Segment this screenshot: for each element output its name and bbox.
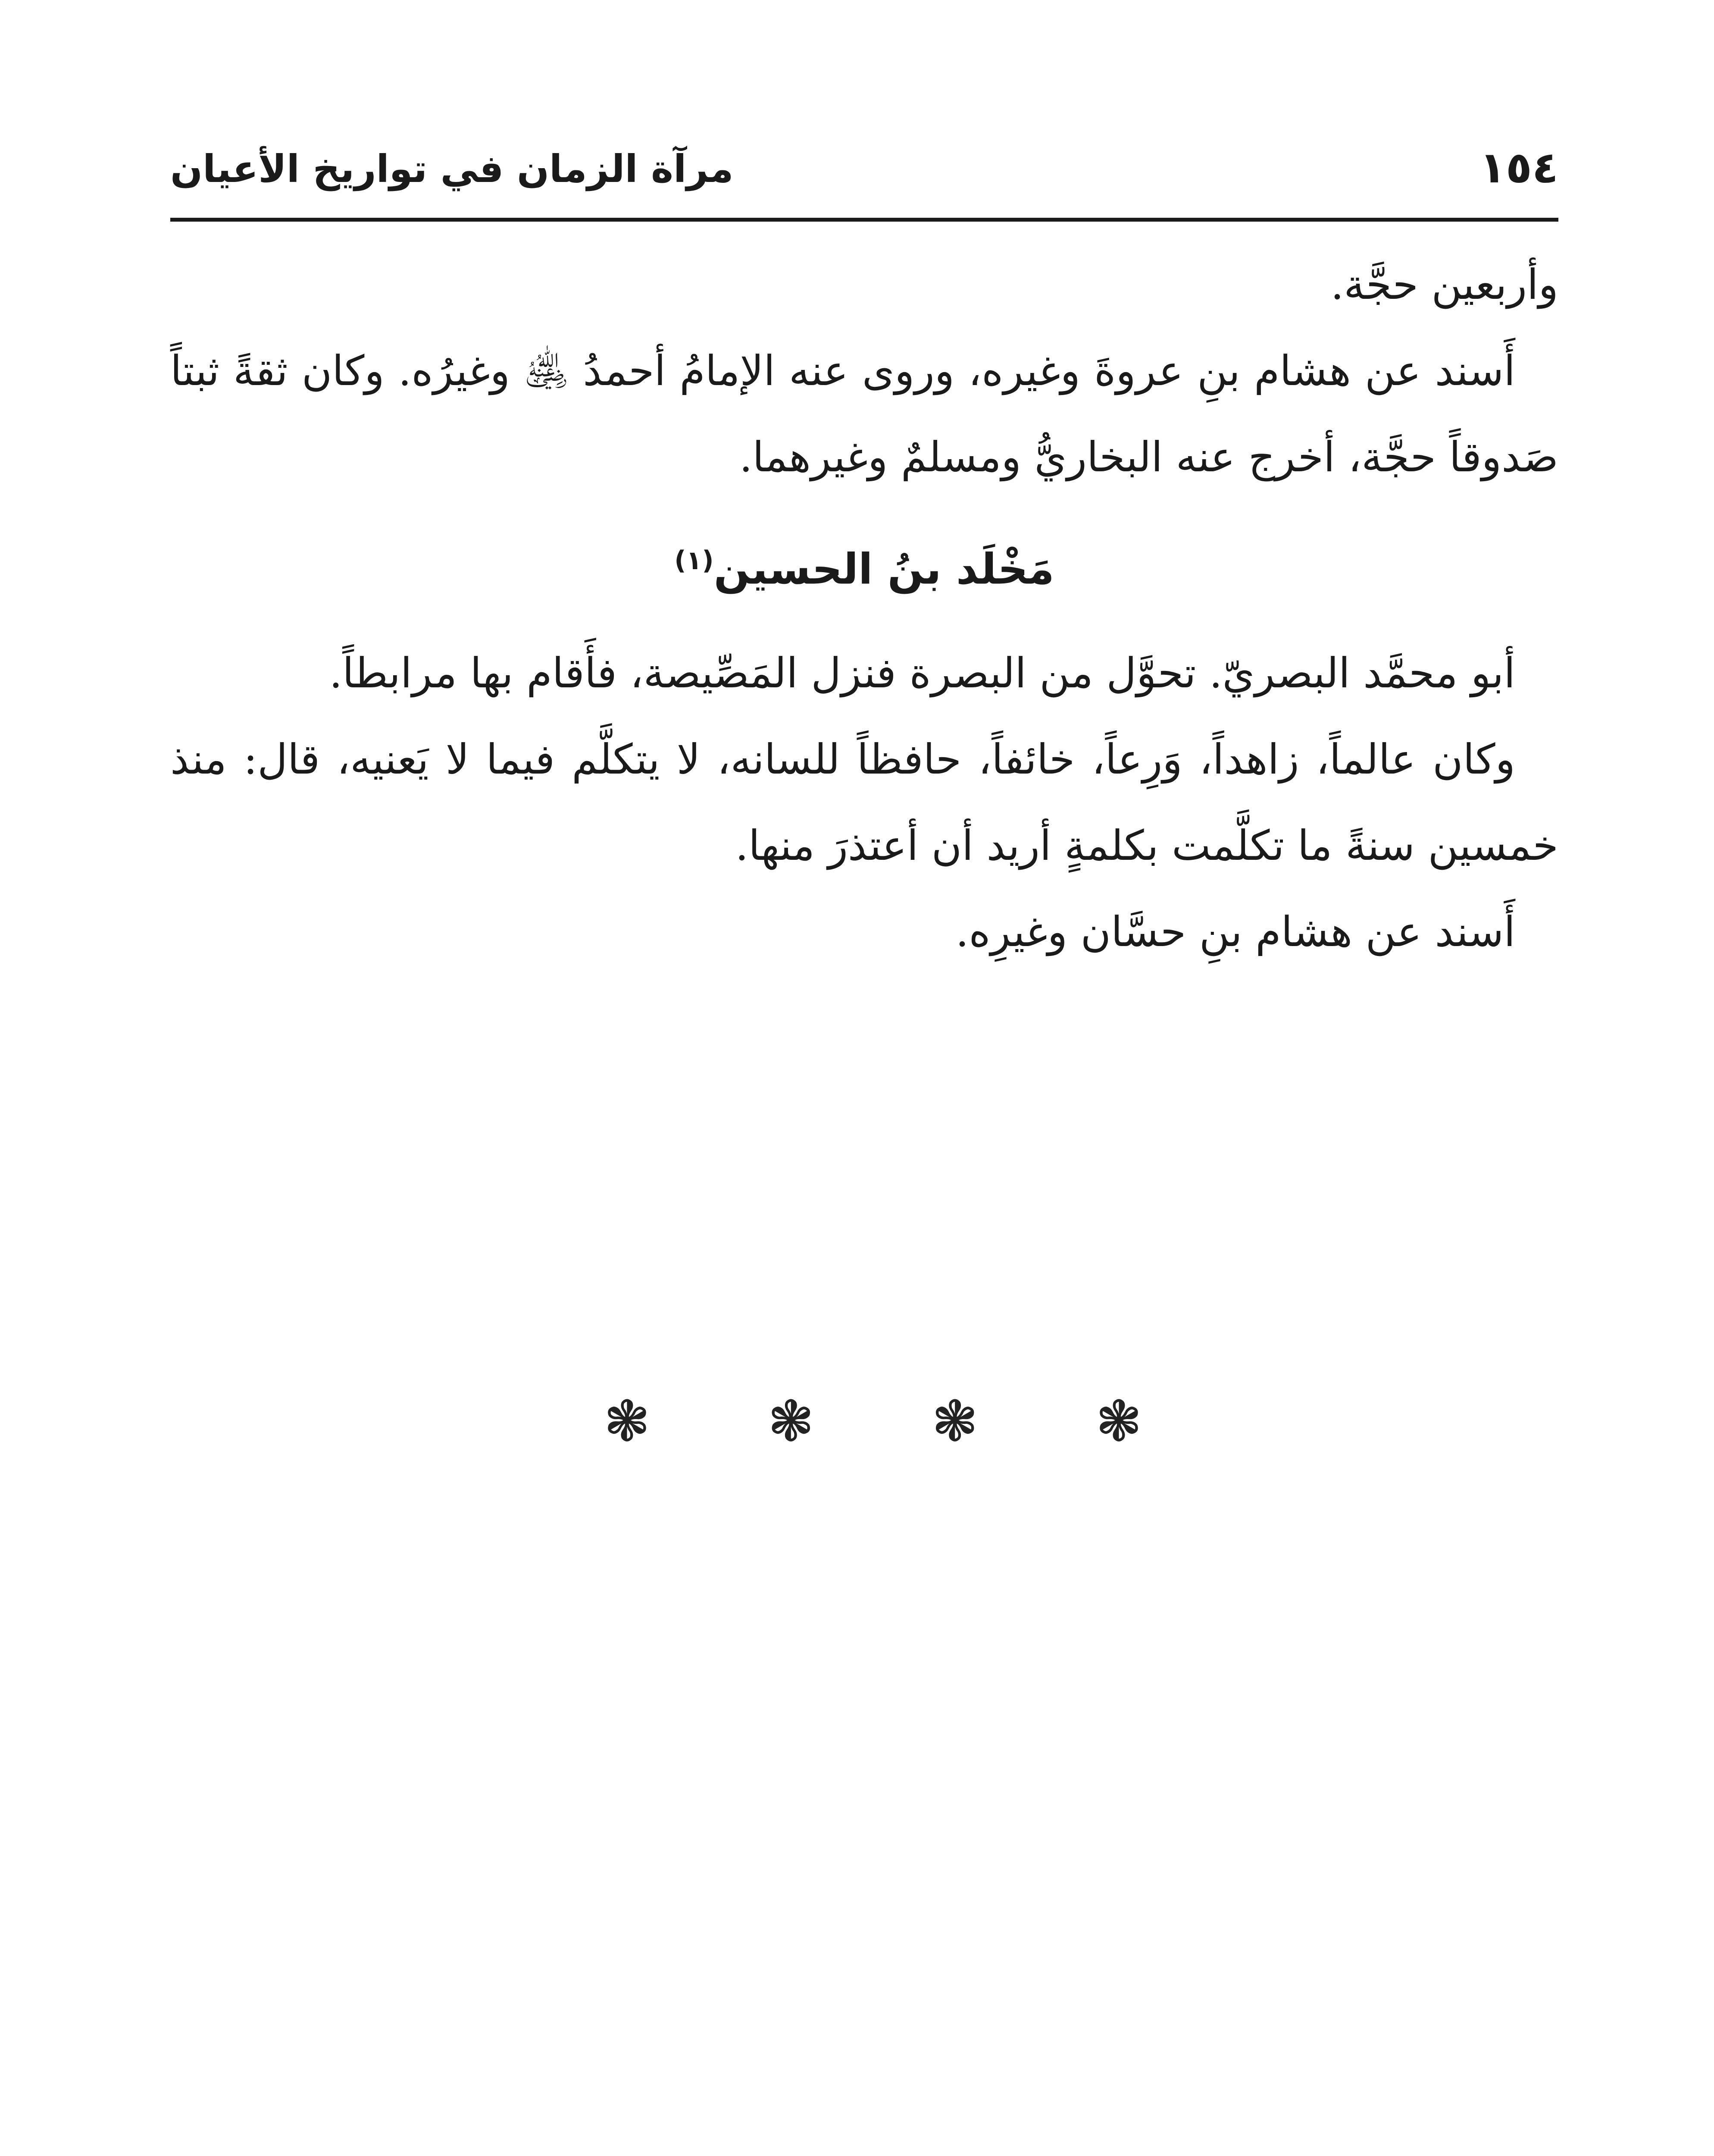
paragraph-2: أَسند عن هشام بنِ عروةَ وغيره، وروى عنه الإمامُ أحمدُ ﵁ وغيرُه. وكان ثقةً ثبتاً صَدوقاً حجَّة، أخرج عنه البخاريُّ ومسلمٌ وغيرهما. bbox=[170, 347, 1558, 481]
main-text bbox=[170, 241, 1558, 975]
section-heading bbox=[170, 517, 1558, 613]
heading-text: مَخْلَد بنُ الحسين bbox=[713, 545, 1054, 594]
paragraph-4: وكان عالماً، زاهداً، وَرِعاً، خائفاً، حافظاً للسانه، لا يتكلَّم فيما لا يَعنيه، قال: منذ خمسين سنةً ما تكلَّمت بكلمةٍ أريد أن أعتذرَ منها. bbox=[170, 735, 1558, 870]
paragraph-1: وأربعين حجَّة. bbox=[1330, 260, 1558, 309]
footnote-reference: (١) bbox=[674, 545, 714, 576]
book-title: مرآة الزمان في تواريخ الأعيان bbox=[170, 147, 734, 191]
flower-ornament-icon: ❃ bbox=[767, 1388, 815, 1454]
section-ornaments bbox=[604, 1388, 1142, 1454]
flower-ornament-icon: ❃ bbox=[604, 1388, 651, 1454]
paragraph-5: أَسند عن هشام بنِ حسَّان وغيرِه. bbox=[955, 907, 1515, 956]
header-rule bbox=[170, 218, 1558, 222]
flower-ornament-icon: ❃ bbox=[931, 1388, 979, 1454]
paragraph-3: أبو محمَّد البصريّ. تحوَّل من البصرة فنزل المَصِّيصة، فأَقام بها مرابطاً. bbox=[329, 649, 1515, 697]
page-number: ١٥٤ bbox=[1479, 142, 1558, 193]
flower-ornament-icon: ❃ bbox=[1095, 1388, 1142, 1454]
page-header bbox=[170, 129, 1558, 216]
